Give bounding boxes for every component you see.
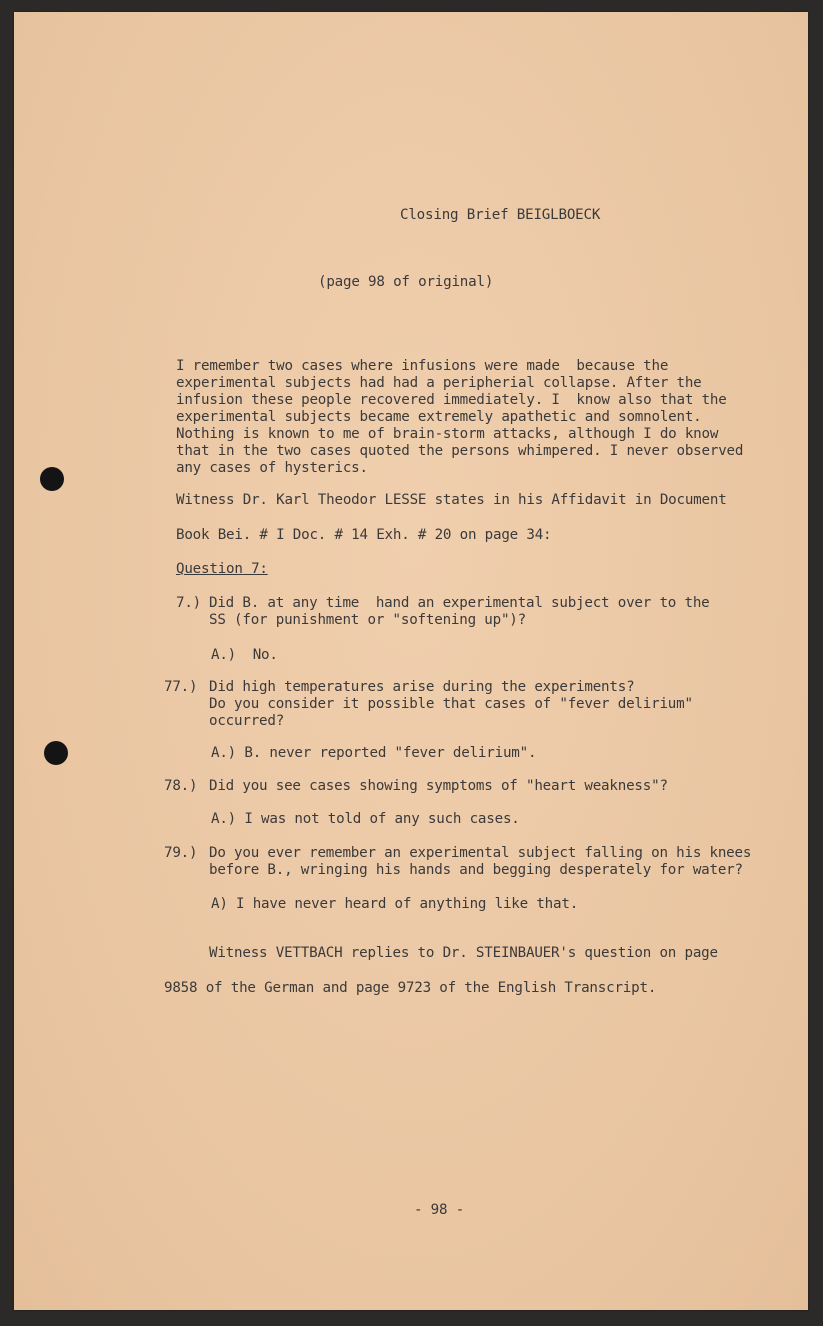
witness-reply-line: Witness VETTBACH replies to Dr. STEINBAUER's question on page — [209, 945, 718, 961]
question-text: Did high temperatures arise during the experiments? — [209, 679, 635, 695]
binder-hole — [40, 467, 64, 491]
document-page — [14, 12, 808, 1310]
witness-statement-line: Book Bei. # I Doc. # 14 Exh. # 20 on page 34: — [176, 527, 552, 543]
intro-line: infusion these people recovered immediately. I know also that the — [176, 392, 727, 408]
question-heading: Question 7: — [176, 561, 268, 577]
question-text: Did B. at any time hand an experimental subject over to the — [209, 595, 710, 611]
question-text: Do you consider it possible that cases of "fever delirium" — [209, 696, 693, 712]
page-reference: (page 98 of original) — [318, 274, 494, 290]
question-text: SS (for punishment or "softening up")? — [209, 612, 526, 628]
answer-text: A.) B. never reported "fever delirium". — [211, 745, 537, 761]
question-number: 79.) — [164, 845, 198, 861]
intro-line: Nothing is known to me of brain-storm attacks, although I do know — [176, 426, 719, 442]
binder-hole — [44, 741, 68, 765]
answer-text: A.) I was not told of any such cases. — [211, 811, 520, 827]
intro-line: experimental subjects became extremely apathetic and somnolent. — [176, 409, 702, 425]
question-text: occurred? — [209, 713, 285, 729]
answer-text: A) I have never heard of anything like that. — [211, 896, 579, 912]
question-text: before B., wringing his hands and begging desperately for water? — [209, 862, 743, 878]
question-number: 77.) — [164, 679, 198, 695]
witness-statement-line: Witness Dr. Karl Theodor LESSE states in his Affidavit in Document — [176, 492, 727, 508]
question-text: Did you see cases showing symptoms of "heart weakness"? — [209, 778, 668, 794]
question-number: 7.) — [176, 595, 202, 611]
witness-reply-line: 9858 of the German and page 9723 of the English Transcript. — [164, 980, 657, 996]
question-text: Do you ever remember an experimental subject falling on his knees — [209, 845, 752, 861]
question-number: 78.) — [164, 778, 198, 794]
intro-line: I remember two cases where infusions were made because the — [176, 358, 669, 374]
intro-line: that in the two cases quoted the persons whimpered. I never observed — [176, 443, 744, 459]
page-number: - 98 - — [414, 1202, 465, 1218]
intro-line: experimental subjects had had a peripherial collapse. After the — [176, 375, 702, 391]
answer-text: A.) No. — [211, 647, 278, 663]
document-title: Closing Brief BEIGLBOECK — [400, 207, 601, 223]
intro-line: any cases of hysterics. — [176, 460, 368, 476]
